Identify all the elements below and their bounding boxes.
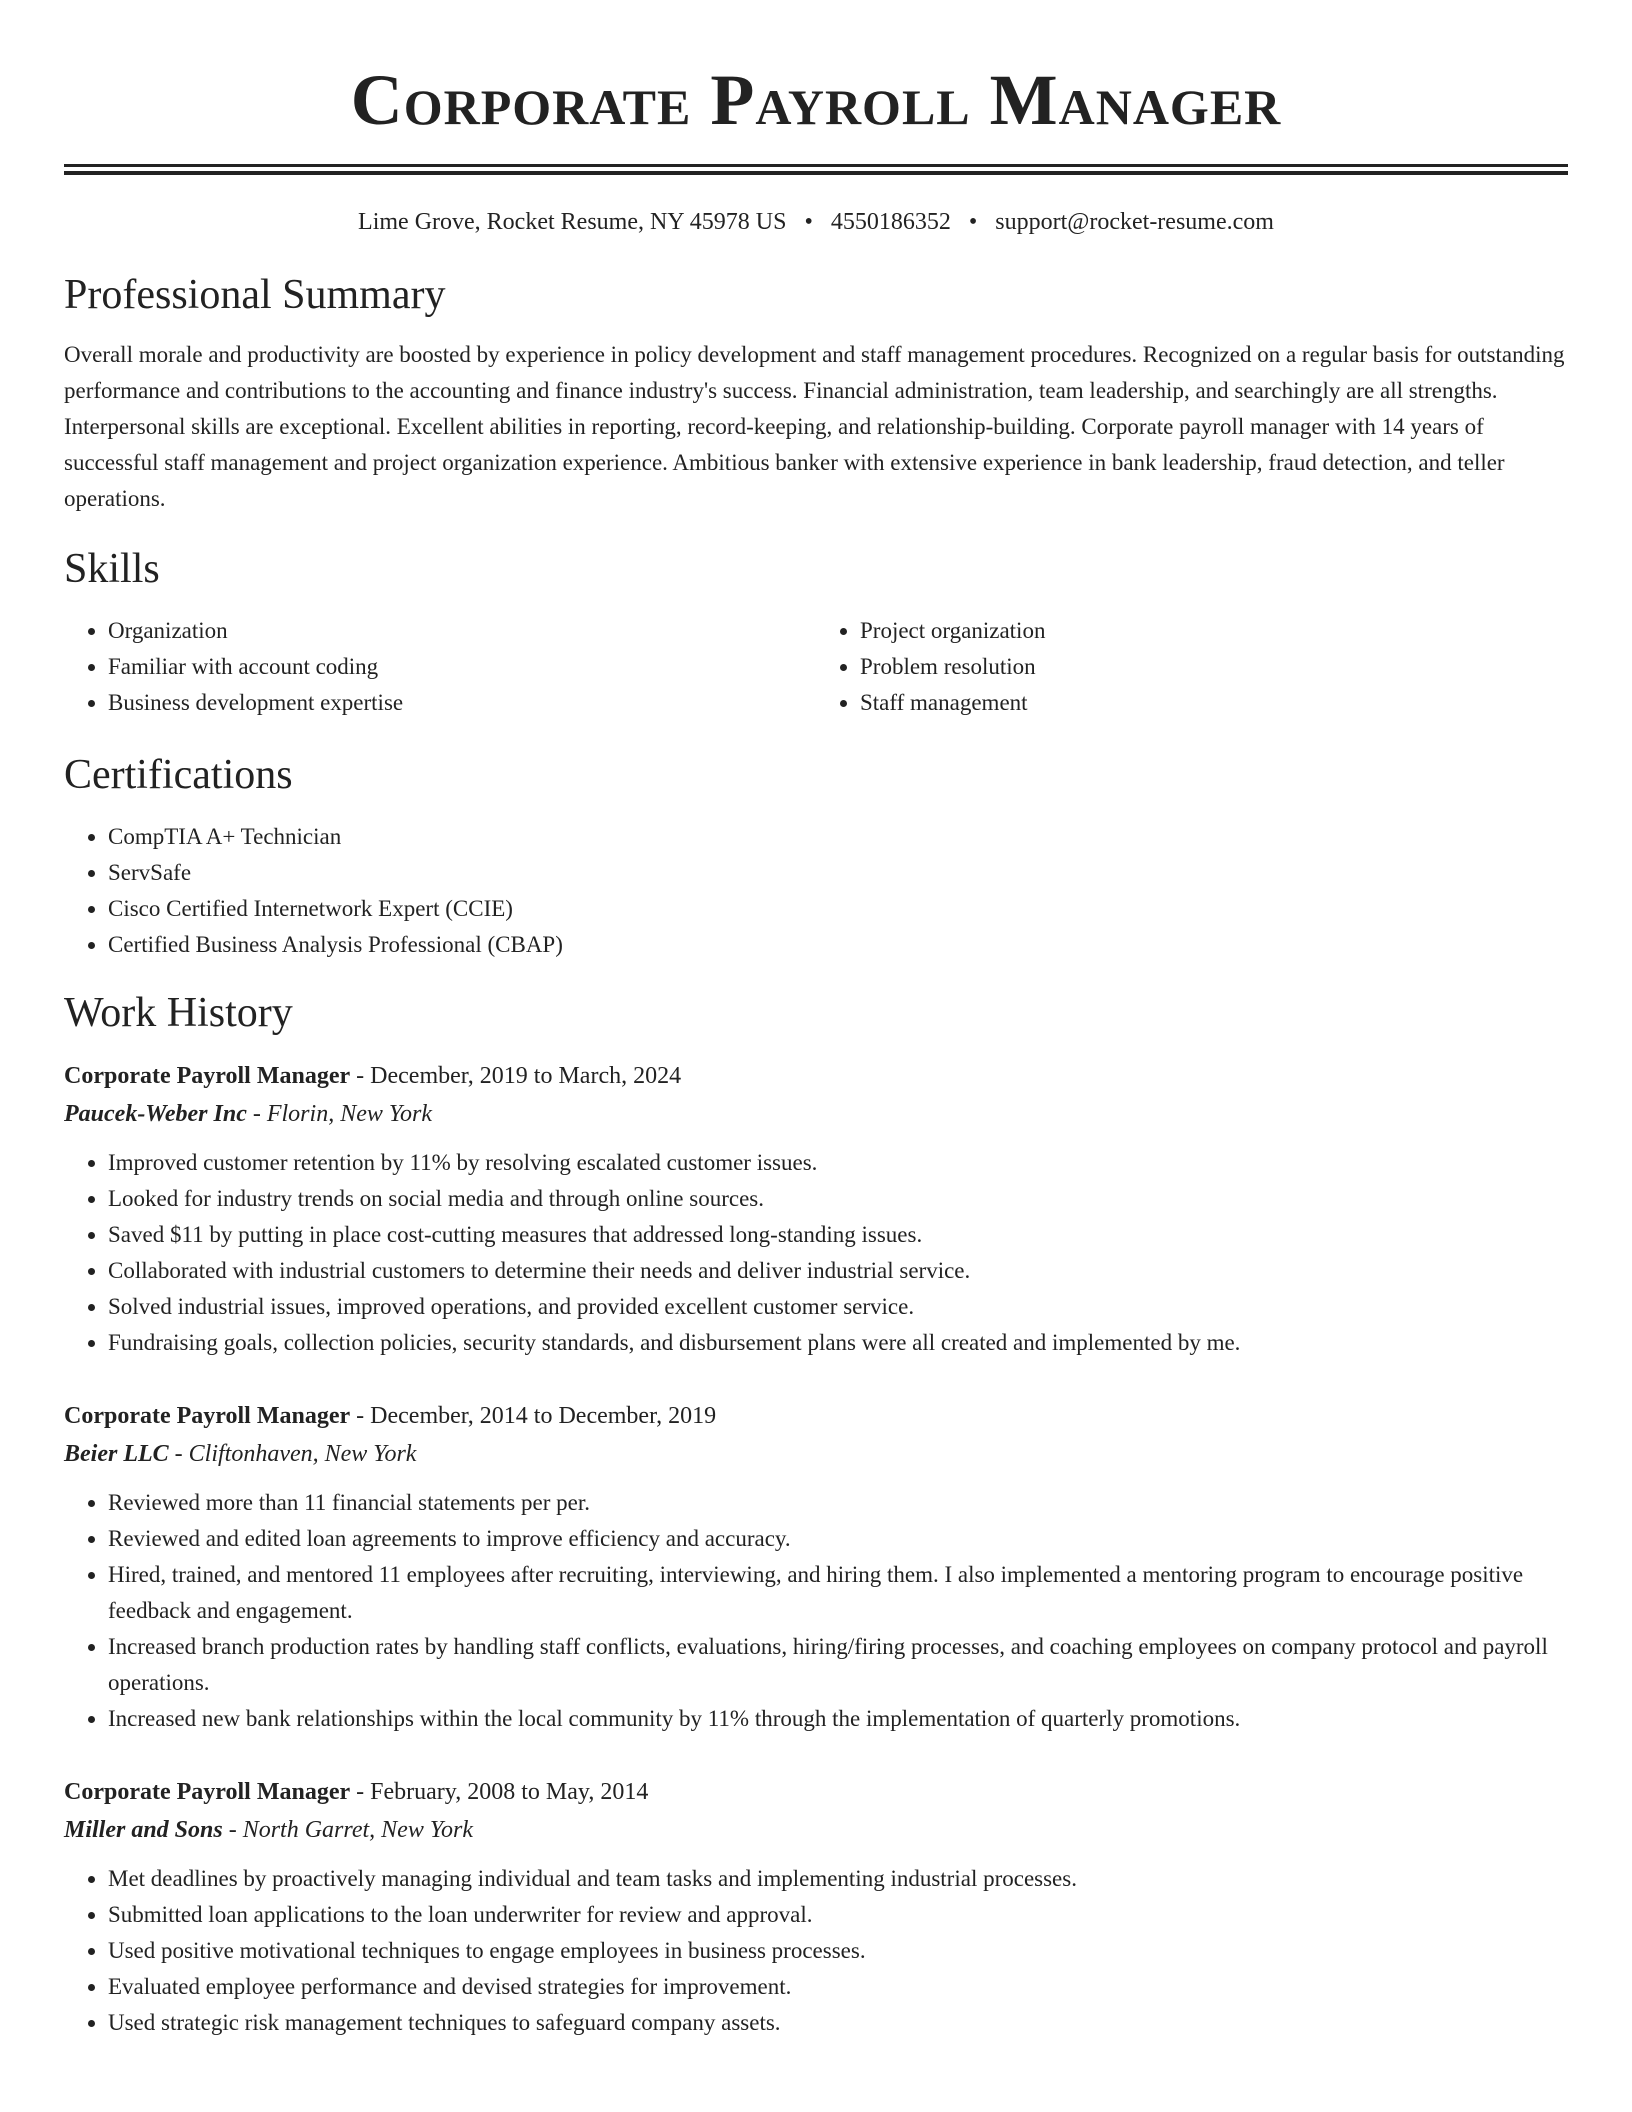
- skill-item: • Project organization: [860, 613, 1568, 649]
- job-bullets: [64, 1861, 1568, 2041]
- job-bullet: • Evaluated employee performance and devised strategies for improvement.: [108, 1969, 1568, 2005]
- contact-separator: •: [968, 209, 978, 235]
- job-bullet: • Reviewed more than 11 financial statements per per.: [108, 1485, 1568, 1521]
- skills-column-left: [64, 613, 816, 721]
- certifications-heading: Certifications: [64, 752, 293, 798]
- summary-section: [64, 269, 1568, 517]
- job-bullet: • Used positive motivational techniques to engage employees in business processes.: [108, 1933, 1568, 1969]
- skill-item: • Organization: [108, 613, 816, 649]
- job-role: Corporate Payroll Manager: [64, 1063, 351, 1089]
- contact-line: [64, 205, 1568, 239]
- job-location: - Cliftonhaven, New York: [168, 1441, 417, 1467]
- certification-item: • ServSafe: [108, 855, 1568, 891]
- job-bullet: • Submitted loan applications to the loan underwriter for review and approval.: [108, 1897, 1568, 1933]
- contact-address: Lime Grove, Rocket Resume, NY 45978 US: [358, 209, 787, 235]
- candidate-name: Corporate Payroll Manager: [350, 60, 1282, 140]
- contact-phone: 4550186352: [830, 209, 951, 235]
- job-bullet: • Hired, trained, and mentored 11 employees after recruiting, interviewing, and hiring them. I also implemented a mentoring program to encourage positive feedback and engagement.: [108, 1557, 1568, 1629]
- skill-item: • Problem resolution: [860, 649, 1568, 685]
- job-bullet: • Reviewed and edited loan agreements to improve efficiency and accuracy.: [108, 1521, 1568, 1557]
- header-double-rule: [64, 164, 1568, 175]
- job-role: Corporate Payroll Manager: [64, 1403, 351, 1429]
- job-company: Paucek-Weber Inc: [64, 1101, 247, 1127]
- skills-heading: Skills: [64, 546, 160, 592]
- job-bullets: [64, 1485, 1568, 1737]
- job-entry: [64, 1057, 1568, 1361]
- job-bullet: • Increased branch production rates by handling staff conflicts, evaluations, hiring/firing processes, and coaching employees on company protocol and payroll operations.: [108, 1629, 1568, 1701]
- job-dates: - December, 2014 to December, 2019: [350, 1403, 717, 1429]
- certification-item: • Certified Business Analysis Professional (CBAP): [108, 927, 1568, 963]
- job-company-line: [64, 1435, 1568, 1473]
- job-title-line: [64, 1397, 1568, 1435]
- job-bullet: • Saved $11 by putting in place cost-cutting measures that addressed long-standing issues.: [108, 1217, 1568, 1253]
- job-company: Beier LLC: [64, 1441, 169, 1467]
- work-history-heading: Work History: [64, 990, 293, 1036]
- contact-separator: •: [804, 209, 813, 235]
- job-role: Corporate Payroll Manager: [64, 1779, 351, 1805]
- job-bullet: • Solved industrial issues, improved operations, and provided excellent customer service.: [108, 1289, 1568, 1325]
- skill-item: • Familiar with account coding: [108, 649, 816, 685]
- job-dates: - February, 2008 to May, 2014: [350, 1779, 649, 1805]
- work-history-section: [64, 987, 1568, 2041]
- certifications-section: [64, 749, 1568, 963]
- job-company-line: [64, 1811, 1568, 1849]
- job-bullet: • Improved customer retention by 11% by resolving escalated customer issues.: [108, 1145, 1568, 1181]
- summary-text: Overall morale and productivity are boosted by experience in policy development and staff management procedures. Recognized on a regular basis for outstanding performance and contributions to the accounting and finance industry's success. Financial administration, team leadership, and searchingly are all strengths. Interpersonal skills are exceptional. Excellent abilities in reporting, record-keeping, and relationship-building. Corporate payroll manager with 14 years of successful staff management and project organization experience. Ambitious banker with extensive experience in bank leadership, fraud detection, and teller operations.: [64, 342, 1565, 511]
- certifications-list: [64, 819, 1568, 963]
- job-location: - North Garret, New York: [222, 1817, 473, 1843]
- job-bullets: [64, 1145, 1568, 1361]
- skills-column-right: [816, 613, 1568, 721]
- skill-item: • Business development expertise: [108, 685, 816, 721]
- job-title-line: [64, 1057, 1568, 1095]
- skills-section: [64, 543, 1568, 721]
- certification-item: • CompTIA A+ Technician: [108, 819, 1568, 855]
- job-bullet: • Fundraising goals, collection policies, security standards, and disbursement plans were all created and implemented by me.: [108, 1325, 1568, 1361]
- job-title-line: [64, 1773, 1568, 1811]
- skills-grid: [64, 613, 1568, 721]
- job-location: - Florin, New York: [246, 1101, 432, 1127]
- job-bullet: • Collaborated with industrial customers to determine their needs and deliver industrial service.: [108, 1253, 1568, 1289]
- contact-email: support@rocket-resume.com: [995, 209, 1274, 235]
- job-entry: [64, 1773, 1568, 2041]
- job-bullet: • Met deadlines by proactively managing individual and team tasks and implementing industrial processes.: [108, 1861, 1568, 1897]
- skill-item: • Staff management: [860, 685, 1568, 721]
- skills-list-left: [64, 613, 816, 721]
- job-entry: [64, 1397, 1568, 1737]
- job-dates: - December, 2019 to March, 2024: [350, 1063, 682, 1089]
- job-company-line: [64, 1095, 1568, 1133]
- certification-item: • Cisco Certified Internetwork Expert (CCIE): [108, 891, 1568, 927]
- job-bullet: • Looked for industry trends on social media and through online sources.: [108, 1181, 1568, 1217]
- summary-heading: Professional Summary: [64, 272, 446, 318]
- job-bullet: • Increased new bank relationships within the local community by 11% through the implementation of quarterly promotions.: [108, 1701, 1568, 1737]
- job-company: Miller and Sons: [64, 1817, 223, 1843]
- skills-list-right: [816, 613, 1568, 721]
- job-bullet: • Used strategic risk management techniques to safeguard company assets.: [108, 2005, 1568, 2041]
